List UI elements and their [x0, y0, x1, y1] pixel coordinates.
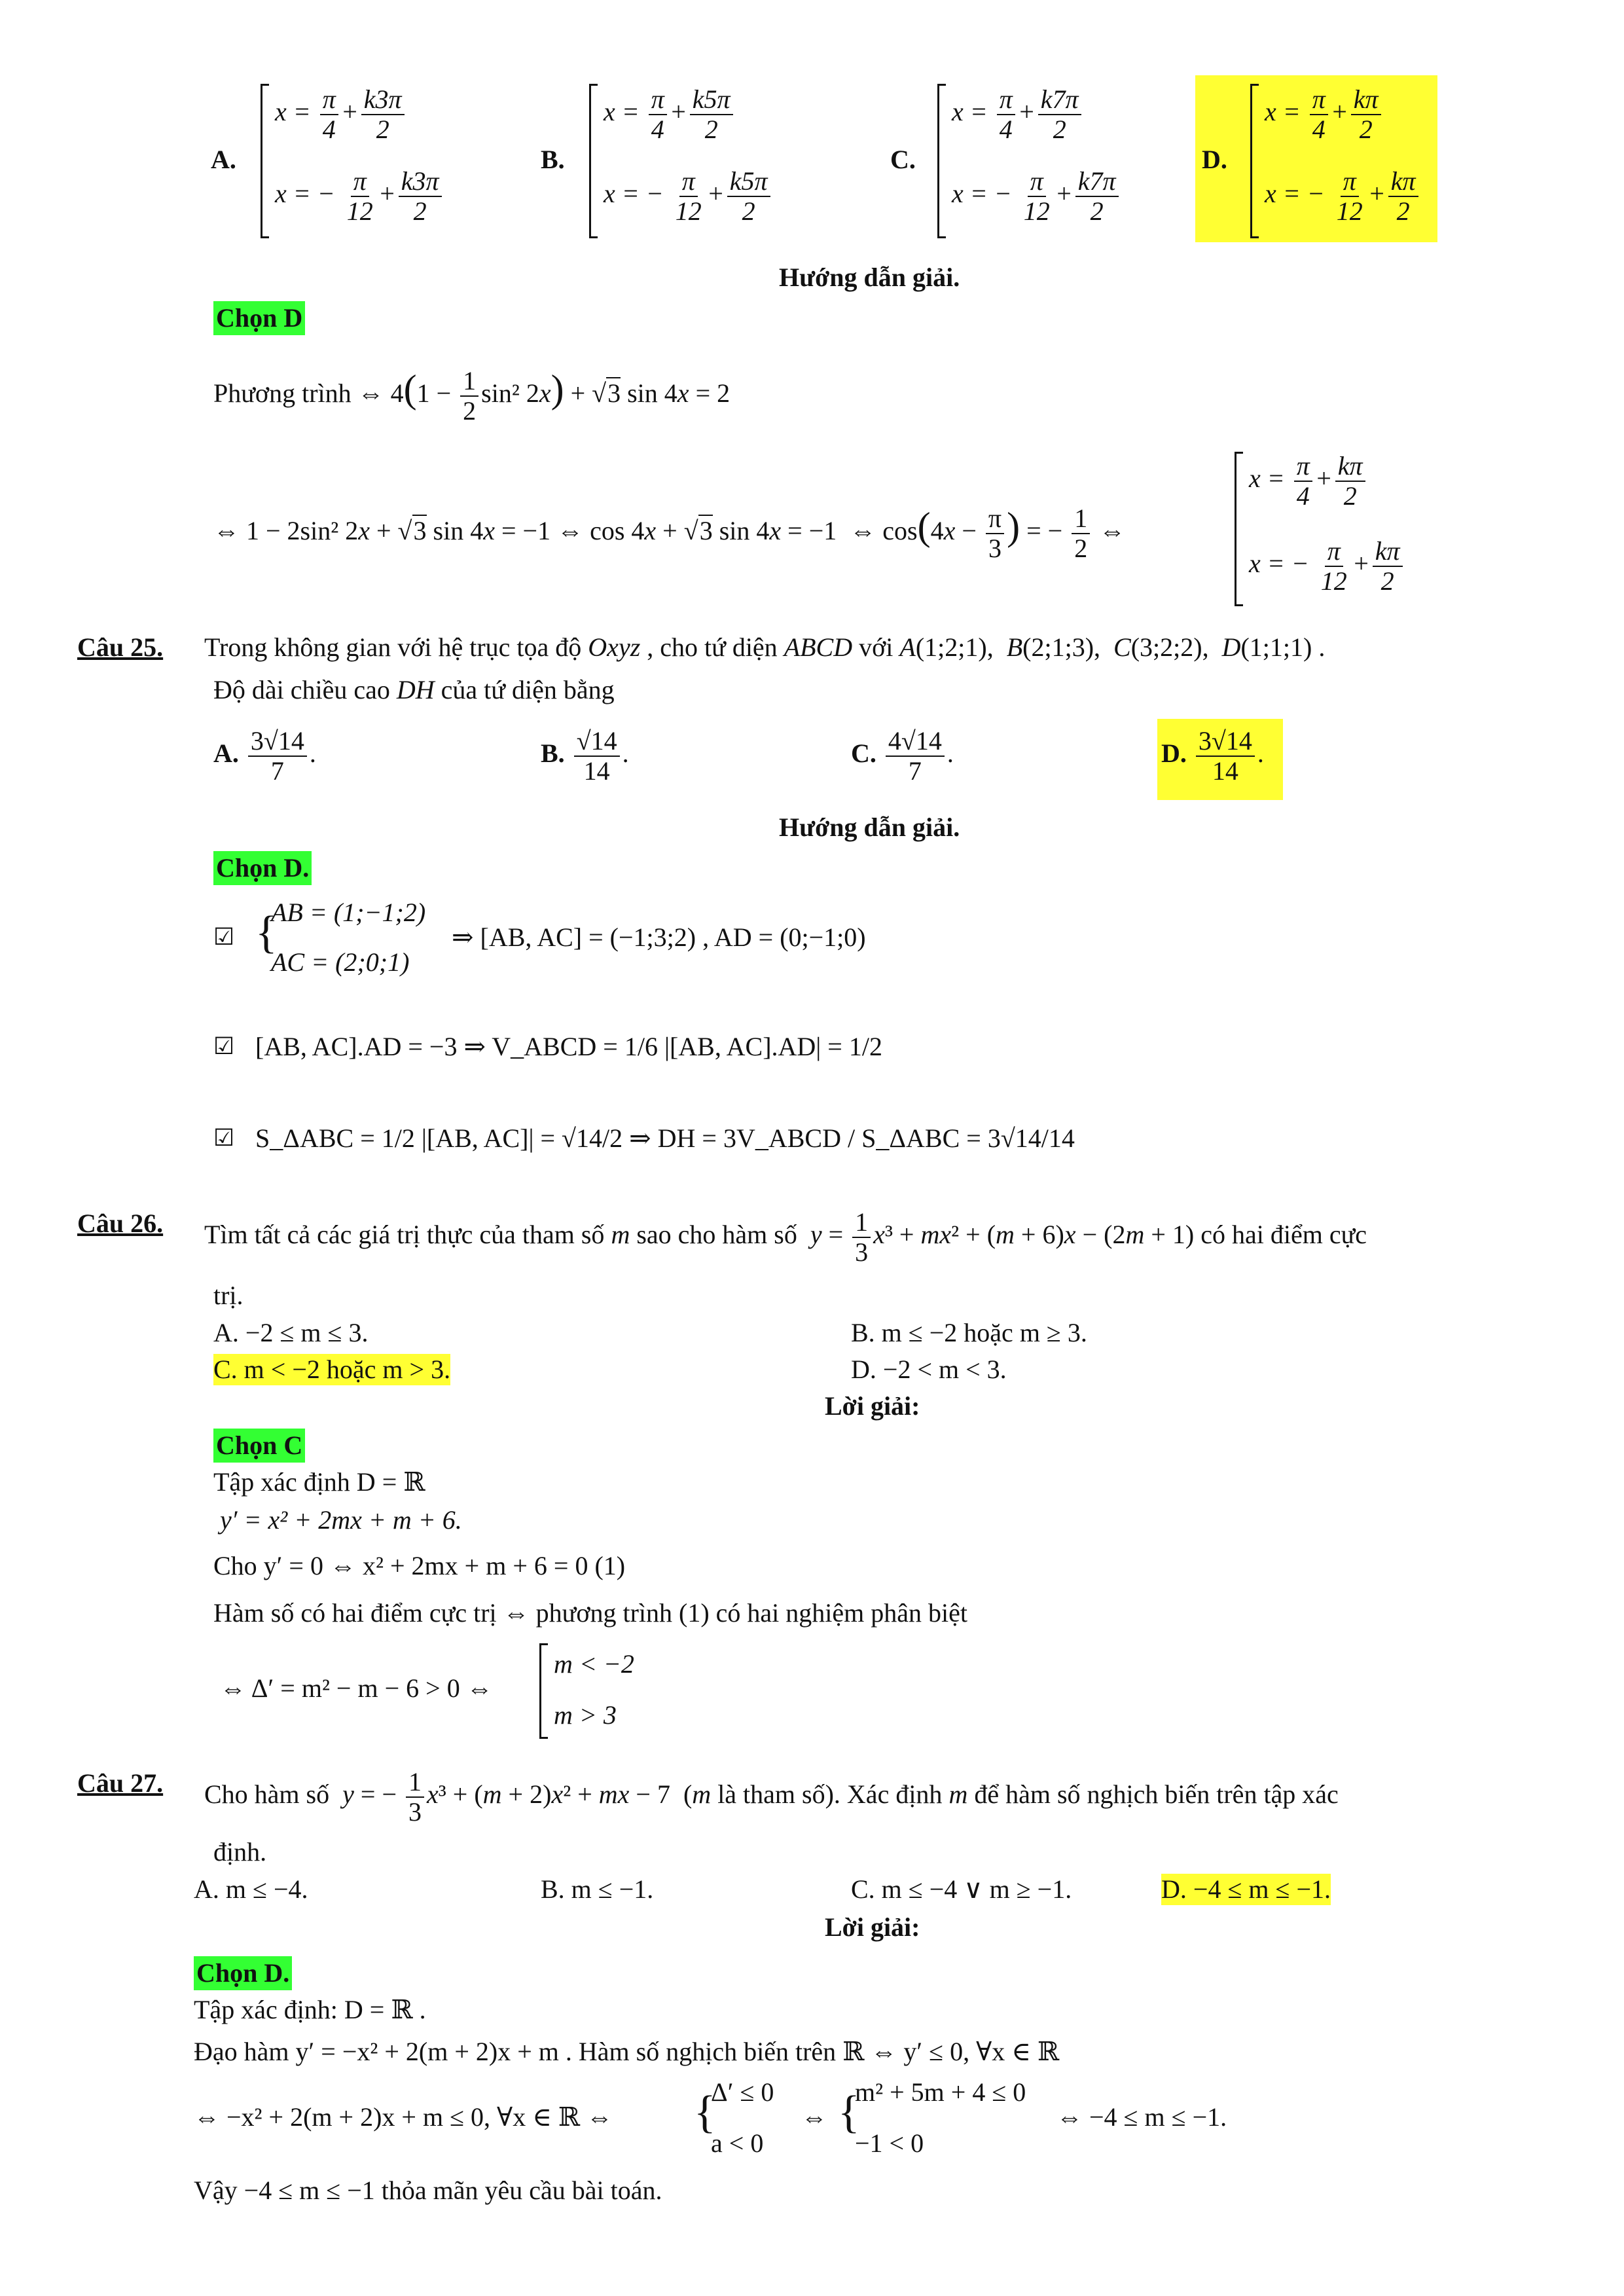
q27-arrow: ⇔ — [801, 2102, 827, 2132]
q24-option-c-label: C. — [890, 145, 916, 174]
q24-option-d-line1: x = $\frac{\pi}{4}$ + $\frac{k\pi}{2}$ — [1265, 85, 1384, 144]
q26-option-c: C. m < −2 hoặc m > 3. — [213, 1355, 451, 1384]
q24-option-b-line2: x = − $\frac{\pi}{12}$ + $\frac{k5\pi}{2}$ — [604, 167, 773, 226]
q24-step1: Phương trình ⇔ 4(1 − $\frac{1}{2}$ sin² 2x) + √3 sin 4x = 2 — [213, 366, 731, 426]
q24-option-b-bracket — [589, 84, 598, 238]
q25-text2: Độ dài chiều cao DH của tứ diện bằng — [213, 675, 615, 704]
q25-line2: [AB, AC].AD = −3 ⇒ V_ABCD = 1/6 |[AB, AC].AD| = 1/2 — [255, 1032, 882, 1061]
q26-bracket — [539, 1643, 548, 1739]
q26-text2: trị. — [213, 1281, 244, 1310]
q27-line3a: ⇔ −x² + 2(m + 2)x + m ≤ 0, ∀x ∈ ℝ ⇔ — [194, 2102, 613, 2132]
q26-option-d: D. −2 < m < 3. — [851, 1355, 1007, 1384]
q27-text1: Cho hàm số y = − $\frac{1}{3}$ x³ + (m + 2)x² + mx − 7 (m là tham số). Xác định m để hàm số nghịch biến trên tập xác — [204, 1767, 1339, 1827]
q24-option-d-label: D. — [1202, 145, 1227, 174]
q26-line3: Cho y′ = 0 ⇔ x² + 2mx + m + 6 = 0 (1) — [213, 1551, 626, 1580]
q24-option-c-line1: x = $\frac{\pi}{4}$ + $\frac{k7\pi}{2}$ — [952, 85, 1084, 144]
q26-choice: Chọn C — [213, 1429, 305, 1463]
q25-checkbox-2: ☑ — [213, 1033, 235, 1060]
q27-line1: Tập xác định: D = ℝ . — [194, 1995, 426, 2024]
q27-line3c: a < 0 — [711, 2128, 764, 2158]
q26-label: Câu 26. — [77, 1209, 164, 1238]
q27-line4: Vậy −4 ≤ m ≤ −1 thỏa mãn yêu cầu bài toán. — [194, 2176, 662, 2205]
q25-choice: Chọn D. — [213, 851, 312, 885]
q26-option-a: A. −2 ≤ m ≤ 3. — [213, 1318, 369, 1347]
q24-step2: ⇔ 1 − 2sin² 2x + √3 sin 4x = −1 ⇔ cos 4x + √3 sin 4x = −1 ⇔ cos(4x − $\frac{\pi}{3}$ ) = − $\frac{1}{2}$ ⇔ — [213, 503, 1126, 563]
q27-line2: Đạo hàm y′ = −x² + 2(m + 2)x + m . Hàm số nghịch biến trên ℝ ⇔ y′ ≤ 0, ∀x ∈ ℝ — [194, 2037, 1060, 2066]
q24-option-d-bracket — [1250, 84, 1259, 238]
q26-line1: Tập xác định D = ℝ — [213, 1467, 425, 1497]
q27-line3f: ⇔ −4 ≤ m ≤ −1. — [1056, 2102, 1227, 2132]
q25-line3: S_ΔABC = 1/2 |[AB, AC]| = √14/2 ⇒ DH = 3V_ABCD / S_ΔABC = 3√14/14 — [255, 1123, 1075, 1153]
q24-guide-title: Hướng dẫn giải. — [779, 263, 960, 292]
q24-result-line2: x = − $\frac{\pi}{12}$ + $\frac{k\pi}{2}$ — [1249, 537, 1405, 596]
q27-text2: định. — [213, 1837, 267, 1867]
q24-option-a-label: A. — [211, 145, 236, 174]
q27-option-c: C. m ≤ −4 ∨ m ≥ −1. — [851, 1874, 1072, 1904]
q24-option-a-line1: x = $\frac{\pi}{4}$ + $\frac{k3\pi}{2}$ — [275, 85, 407, 144]
q24-option-a-bracket — [261, 84, 269, 238]
q25-option-d: D. $\frac{3√14}{14}$ . — [1161, 726, 1264, 786]
q25-brace: { — [255, 907, 278, 958]
q27-option-b: B. m ≤ −1. — [541, 1874, 654, 1904]
q25-line1b: AC = (2;0;1) — [271, 947, 410, 977]
q25-checkbox-3: ☑ — [213, 1125, 235, 1152]
q24-option-b-label: B. — [541, 145, 565, 174]
q25-checkbox-1: ☑ — [213, 924, 235, 951]
q26-text1: Tìm tất cả các giá trị thực của tham số m sao cho hàm số y = $\frac{1}{3}$ x³ + mx² + (m + 6)x − (2m + 1) có hai điểm cực — [204, 1207, 1367, 1267]
q24-result-bracket — [1235, 452, 1243, 606]
q27-brace-2: { — [838, 2087, 860, 2138]
q24-option-c-bracket — [937, 84, 946, 238]
q27-guide-title: Lời giải: — [825, 1912, 920, 1942]
q25-line1a: AB = (1;−1;2) — [271, 898, 426, 927]
q26-line5b: m < −2 — [554, 1649, 634, 1679]
q24-option-d-line2: x = − $\frac{\pi}{12}$ + $\frac{k\pi}{2}$ — [1265, 167, 1421, 226]
q26-line4: Hàm số có hai điểm cực trị ⇔ phương trình (1) có hai nghiệm phân biệt — [213, 1598, 968, 1628]
q25-label: Câu 25. — [77, 632, 164, 662]
q25-line1c: ⇒ [AB, AC] = (−1;3;2) , AD = (0;−1;0) — [452, 922, 866, 952]
q24-option-c-line2: x = − $\frac{\pi}{12}$ + $\frac{k7\pi}{2}$ — [952, 167, 1121, 226]
q25-option-b: B. $\frac{√14}{14}$ . — [541, 726, 629, 786]
q25-option-a: A. $\frac{3√14}{7}$ . — [213, 726, 316, 786]
q26-line5c: m > 3 — [554, 1700, 617, 1730]
q27-label: Câu 27. — [77, 1768, 164, 1798]
q25-option-c: C. $\frac{4√14}{7}$ . — [851, 726, 954, 786]
q26-guide-title: Lời giải: — [825, 1391, 920, 1421]
q27-line3b: Δ′ ≤ 0 — [711, 2077, 774, 2107]
q27-option-d: D. −4 ≤ m ≤ −1. — [1161, 1874, 1331, 1904]
q26-line5a: ⇔ Δ′ = m² − m − 6 > 0 ⇔ — [220, 1673, 493, 1703]
q27-line3d: m² + 5m + 4 ≤ 0 — [855, 2077, 1026, 2107]
q26-line2: y′ = x² + 2mx + m + 6. — [220, 1505, 462, 1535]
q27-line3e: −1 < 0 — [855, 2128, 924, 2158]
q24-option-b-line1: x = $\frac{\pi}{4}$ + $\frac{k5\pi}{2}$ — [604, 85, 736, 144]
q24-option-a-line2: x = − $\frac{\pi}{12}$ + $\frac{k3\pi}{2}$ — [275, 167, 444, 226]
q26-option-b: B. m ≤ −2 hoặc m ≥ 3. — [851, 1318, 1087, 1347]
q24-result-line1: x = $\frac{\pi}{4}$ + $\frac{k\pi}{2}$ — [1249, 452, 1368, 511]
q24-choice: Chọn D — [213, 301, 305, 335]
q27-choice: Chọn D. — [194, 1956, 292, 1990]
q27-brace-1: { — [694, 2087, 716, 2138]
q25-text1: Trong không gian với hệ trục tọa độ Oxyz , cho tứ diện ABCD với A(1;2;1), B(2;1;3), C(3;2;2), D(1;1;1) . — [204, 632, 1326, 662]
q25-guide-title: Hướng dẫn giải. — [779, 812, 960, 842]
q27-option-a: A. m ≤ −4. — [194, 1874, 308, 1904]
